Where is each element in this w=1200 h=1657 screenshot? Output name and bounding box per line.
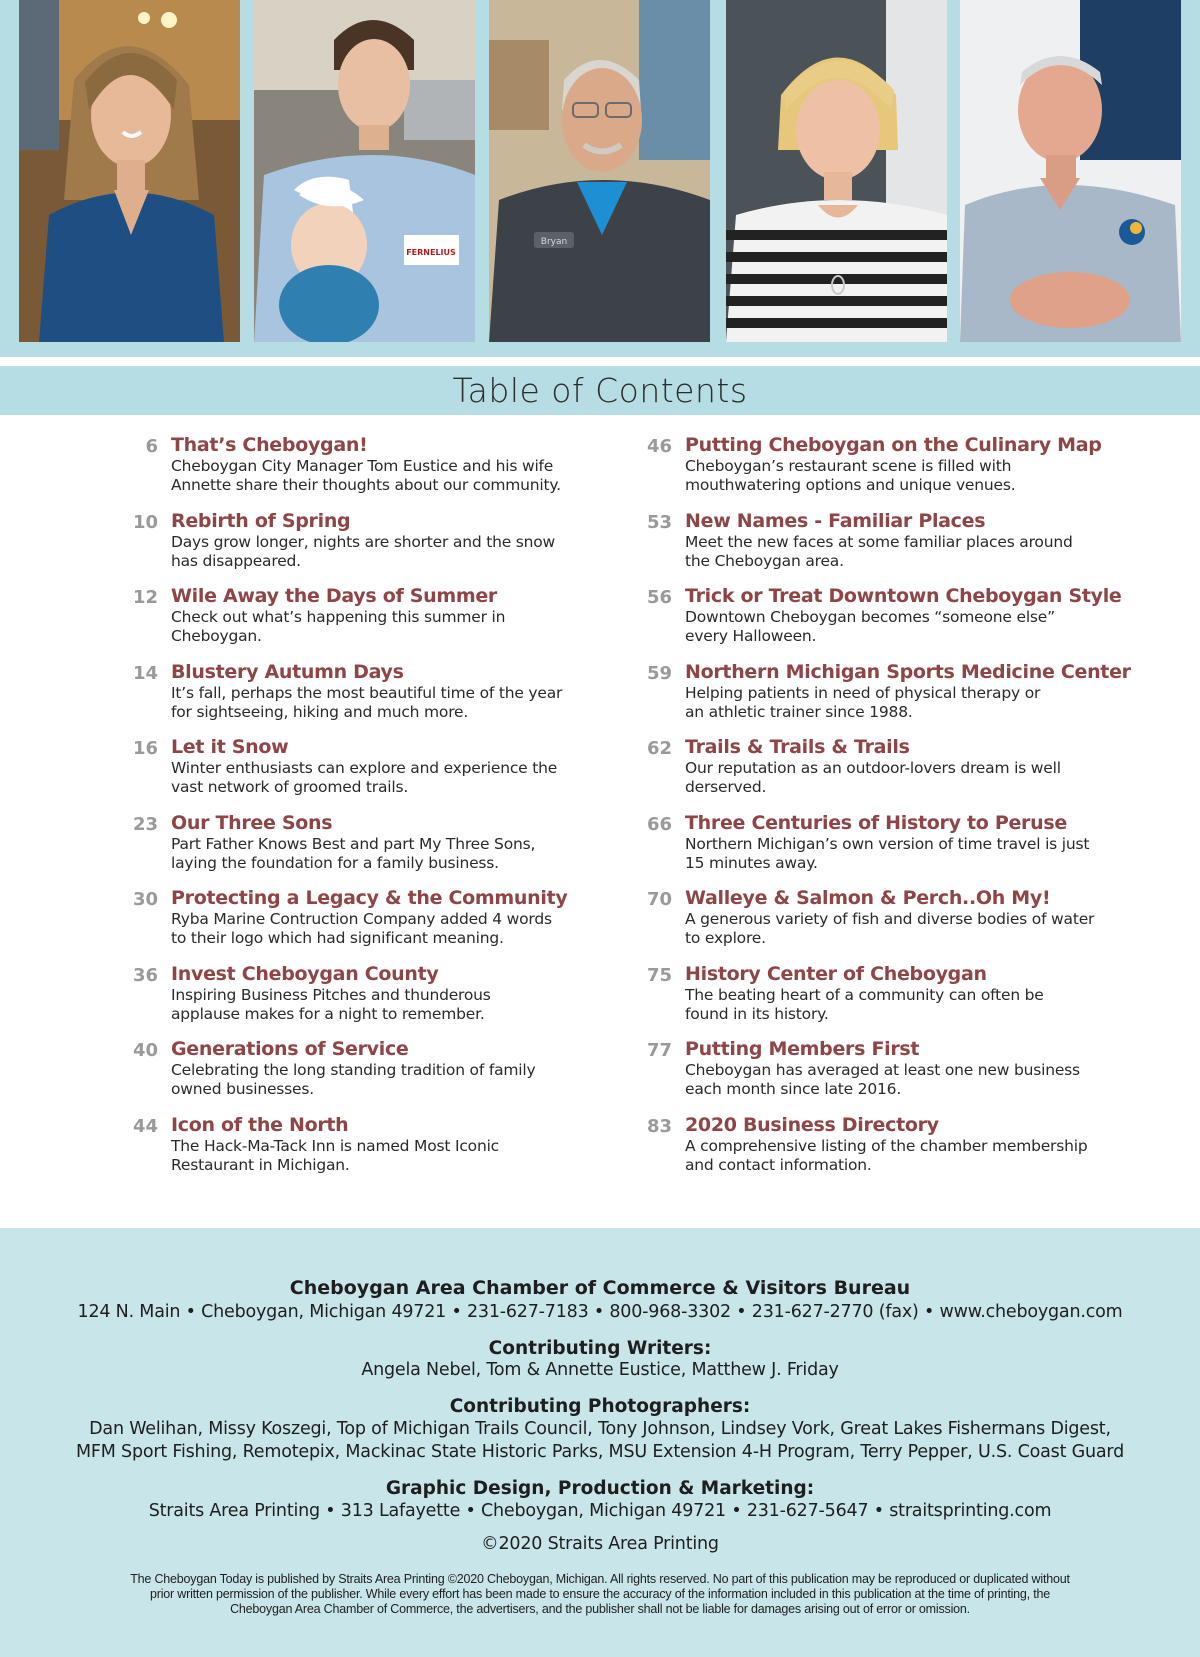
organization-address: 124 N. Main • Cheboygan, Michigan 49721 • 231-627-7183 • 800-968-3302 • 231-627-2770 (fax) • www.cheboygan.com <box>77 1302 1123 1322</box>
photo-strip <box>0 0 1200 357</box>
toc-entry-description: Part Father Knows Best and part My Three Sons, <box>171 834 536 853</box>
toc-entry <box>632 887 1102 963</box>
toc-page-number: 70 <box>646 889 672 910</box>
toc-entry-description: Northern Michigan’s own version of time travel is just <box>685 834 1090 853</box>
toc-entry-description: mouthwatering options and unique venues. <box>685 476 1016 494</box>
toc-entry-title: Northern Michigan Sports Medicine Center <box>685 660 1131 683</box>
photographers-list-line1: Dan Welihan, Missy Koszegi, Top of Michigan Trails Council, Tony Johnson, Lindsey Vork, Great Lakes Fishermans Digest, <box>89 1419 1111 1439</box>
writers-list: Angela Nebel, Tom & Annette Eustice, Matthew J. Friday <box>361 1360 839 1380</box>
toc-left-column <box>118 434 578 1189</box>
toc-entry <box>118 585 578 661</box>
toc-entry-description: It’s fall, perhaps the most beautiful time of the year <box>171 683 563 702</box>
toc-entry-description: A generous variety of fish and diverse bodies of water <box>685 910 1095 928</box>
toc-entry <box>632 736 1102 812</box>
toc-entry-description: has disappeared. <box>171 551 301 570</box>
page-title: Table of Contents <box>452 371 748 410</box>
toc-entry <box>632 1038 1102 1114</box>
toc-entry-description: Cheboygan. <box>171 627 262 645</box>
toc-entry-title: New Names - Familiar Places <box>685 509 986 532</box>
toc-entry-description: A comprehensive listing of the chamber membership <box>685 1136 1088 1155</box>
toc-entry-description: Downtown Cheboygan becomes “someone else” <box>685 608 1055 626</box>
toc-page-number: 36 <box>132 964 158 986</box>
writers-heading: Contributing Writers: <box>488 1338 712 1359</box>
toc-entry-description: for sightseeing, hiking and much more. <box>171 702 469 721</box>
toc-entry-description: Ryba Marine Contruction Company added 4 words <box>171 910 552 928</box>
toc-page-number: 59 <box>646 662 672 684</box>
toc-entry-title: Three Centuries of History to Peruse <box>685 811 1067 834</box>
toc-entry-description: to their logo which had significant meaning. <box>171 929 504 947</box>
toc-entry-description: the Cheboygan area. <box>685 551 844 570</box>
toc-entry-description: Celebrating the long standing tradition of family <box>171 1061 536 1079</box>
toc-title-bar <box>0 366 1200 415</box>
toc-entry-description: Cheboygan’s restaurant scene is filled with <box>685 457 1012 475</box>
toc-entry-description: owned businesses. <box>171 1080 314 1098</box>
toc-entry-title: Putting Cheboygan on the Culinary Map <box>685 434 1102 456</box>
toc-entry-title: Generations of Service <box>171 1038 409 1060</box>
portrait-photo-man-with-glasses <box>489 0 710 342</box>
toc-entry-title: Let it Snow <box>171 736 289 758</box>
toc-entry-description: Days grow longer, nights are shorter and the snow <box>171 532 556 551</box>
toc-page-number: 23 <box>132 813 158 835</box>
toc-entry-description: Helping patients in need of physical therapy or <box>685 683 1041 702</box>
toc-entry-description: Restaurant in Michigan. <box>171 1155 350 1174</box>
toc-entry <box>118 887 578 963</box>
toc-entry-title: 2020 Business Directory <box>685 1113 939 1136</box>
toc-entry <box>118 661 578 737</box>
toc-entry-title: Trick or Treat Downtown Cheboygan Style <box>685 585 1122 607</box>
toc-page-number: 12 <box>132 587 158 608</box>
toc-entry-description: Check out what’s happening this summer in <box>171 608 506 626</box>
toc-entry-description: 15 minutes away. <box>685 853 818 872</box>
toc-entry-description: and contact information. <box>685 1155 872 1174</box>
credits-footer <box>0 1228 1200 1657</box>
toc-entry-title: Invest Cheboygan County <box>171 962 439 985</box>
toc-entry-description: found in its history. <box>685 1004 829 1023</box>
toc-entry-description: Winter enthusiasts can explore and experience the <box>171 759 558 777</box>
organization-name: Cheboygan Area Chamber of Commerce & Visitors Bureau <box>289 1277 911 1299</box>
toc-entry <box>118 812 578 888</box>
toc-entry-title: Protecting a Legacy & the Community <box>171 887 568 909</box>
toc-page-number: 16 <box>132 738 158 759</box>
toc-entry-title: Rebirth of Spring <box>171 509 351 532</box>
toc-page-number: 30 <box>132 889 158 910</box>
portrait-photo-woman-blue-blouse <box>19 0 240 342</box>
toc-page-number: 62 <box>646 738 672 759</box>
portrait-photo-woman-striped-top <box>726 0 947 342</box>
toc-entry-description: vast network of groomed trails. <box>171 778 409 796</box>
toc-entry-description: Meet the new faces at some familiar places around <box>685 532 1073 551</box>
toc-entry-description: each month since late 2016. <box>685 1080 902 1098</box>
portrait-photo-man-holding-baby <box>254 0 475 342</box>
toc-entry-description: Inspiring Business Pitches and thunderous <box>171 985 491 1004</box>
toc-entry-title: Icon of the North <box>171 1113 349 1136</box>
toc-entry-description: laying the foundation for a family business. <box>171 853 499 872</box>
toc-entry <box>632 434 1102 510</box>
toc-entry <box>118 1038 578 1114</box>
shirt-logo-text: FERNELIUS <box>406 248 456 257</box>
toc-entry <box>118 963 578 1039</box>
toc-entry-title: History Center of Cheboygan <box>685 962 987 985</box>
copyright-line: ©2020 Straits Area Printing <box>481 1534 719 1554</box>
toc-entry <box>118 510 578 586</box>
legal-line: Cheboygan Area Chamber of Commerce, the advertisers, and the publisher shall not be liable for damages arising out of error or omission. <box>230 1602 970 1616</box>
toc-entry <box>118 1114 578 1190</box>
toc-entry-title: Putting Members First <box>685 1038 920 1060</box>
legal-line: prior written permission of the publisher. While every effort has been made to ensure the accuracy of the information included in this publication at the time of printing, the <box>150 1587 1050 1601</box>
toc-entry <box>632 510 1102 586</box>
toc-entry <box>632 812 1102 888</box>
toc-entry-description: applause makes for a night to remember. <box>171 1004 485 1023</box>
toc-entry <box>632 585 1122 661</box>
toc-entry-title: Our Three Sons <box>171 811 333 834</box>
toc-entry-description: The Hack-Ma-Tack Inn is named Most Iconic <box>171 1136 500 1155</box>
photographers-list-line2: MFM Sport Fishing, Remotepix, Mackinac State Historic Parks, MSU Extension 4-H Program, Terry Pepper, U.S. Coast Guard <box>76 1442 1124 1462</box>
photographers-heading: Contributing Photographers: <box>449 1396 751 1417</box>
design-heading: Graphic Design, Production & Marketing: <box>385 1478 815 1499</box>
toc-page-number: 83 <box>646 1115 672 1137</box>
toc-page-number: 77 <box>646 1040 672 1061</box>
toc-page-number: 46 <box>646 436 672 457</box>
toc-entry <box>632 963 1102 1039</box>
toc-entry-description: Our reputation as an outdoor-lovers dream is well <box>685 759 1061 777</box>
toc-page-number: 44 <box>132 1115 158 1137</box>
toc-entry-description: Cheboygan has averaged at least one new business <box>685 1061 1080 1079</box>
toc-entry <box>118 434 578 510</box>
toc-page-number: 14 <box>132 662 158 684</box>
toc-entry-title: Blustery Autumn Days <box>171 660 404 683</box>
toc-entry <box>632 1114 1102 1190</box>
toc-entry-description: an athletic trainer since 1988. <box>685 702 913 721</box>
toc-entry-description: to explore. <box>685 929 766 947</box>
toc-entry-title: Walleye & Salmon & Perch..Oh My! <box>685 887 1051 909</box>
name-tag-text: Bryan <box>540 237 568 247</box>
toc-entry-title: Trails & Trails & Trails <box>685 736 910 758</box>
toc-page-number: 56 <box>646 587 672 608</box>
toc-page-number: 40 <box>132 1040 158 1061</box>
toc-right-column <box>632 434 1131 1189</box>
toc-entry-description: derserved. <box>685 778 767 796</box>
toc-entry-description: every Halloween. <box>685 627 817 645</box>
toc-page-number: 10 <box>132 511 158 533</box>
toc-entry-description: Cheboygan City Manager Tom Eustice and his wife <box>171 457 554 475</box>
toc-page-number: 53 <box>646 511 672 533</box>
toc-entry-title: That’s Cheboygan! <box>171 434 368 456</box>
legal-disclaimer <box>80 1572 1120 1617</box>
legal-line: The Cheboygan Today is published by Straits Area Printing ©2020 Cheboygan, Michigan. All rights reserved. No part of this publication may be reproduced or duplicated without <box>130 1572 1070 1586</box>
portrait-photo-man-gray-shirt <box>960 0 1181 342</box>
toc-entry-description: Annette share their thoughts about our community. <box>171 476 561 494</box>
toc-page-number: 66 <box>646 813 672 835</box>
toc-page-number: 6 <box>145 436 158 457</box>
toc-entry-title: Wile Away the Days of Summer <box>171 585 498 607</box>
design-credit: Straits Area Printing • 313 Lafayette • Cheboygan, Michigan 49721 • 231-627-5647 • straitsprinting.com <box>148 1501 1052 1521</box>
toc-page-number: 75 <box>646 964 672 986</box>
toc-entry <box>632 660 1131 737</box>
toc-entry-description: The beating heart of a community can often be <box>685 985 1044 1004</box>
toc-entry <box>118 736 578 812</box>
